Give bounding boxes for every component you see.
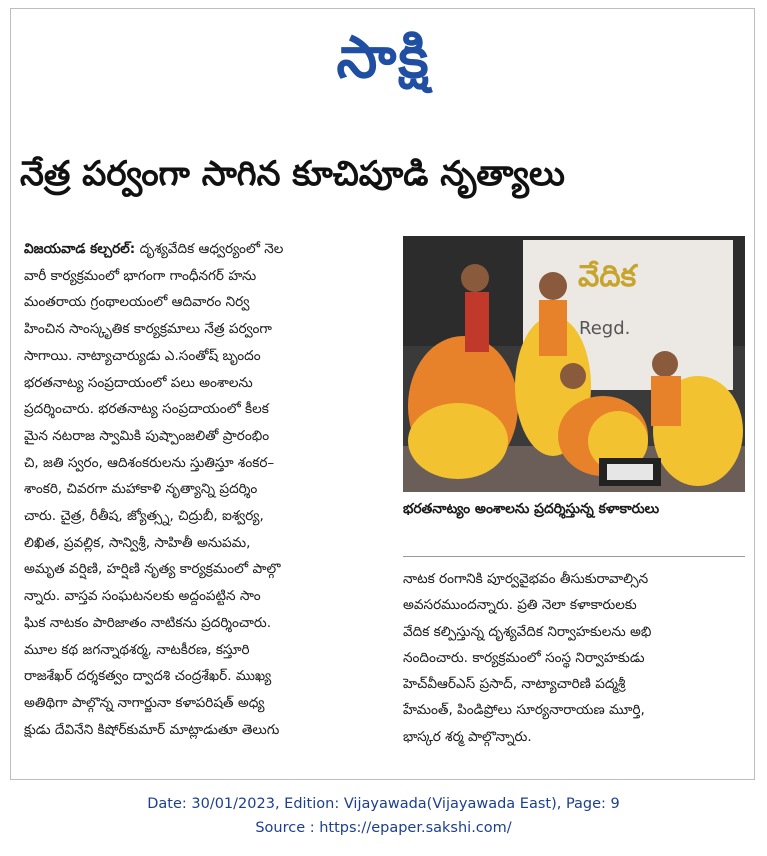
body-line: హించిన సాంస్కృతిక కార్యక్రమాలు నేత్ర పర్వంగా — [24, 321, 272, 338]
body-line: చారు. చైత్ర, రీతీష, జ్యోత్స్న, చిద్రుబీ, ఐశ్వర్య, — [24, 508, 264, 525]
body-line: హెచ్‌వీఆర్‌ఎస్‌ ప్రసాద్‌, నాట్యాచారిణి పద్మశ్రీ — [403, 676, 626, 693]
caption-line: కళాకారులు — [598, 501, 660, 517]
body-line: హేమంత్‌, పిండిప్రోలు సూర్యనారాయణ మూర్తి, — [403, 702, 645, 719]
body-line: మంతరాయ గ్రంథాలయంలో ఆదివారం నిర్వ — [24, 294, 250, 311]
body-line: వేదిక కల్పిస్తున్న దృశ్యవేదిక నిర్వాహకులను అభి — [403, 623, 652, 640]
source-footer — [0, 792, 767, 840]
body-line: చి, జతి స్వరం, ఆదిశంకరులను స్తుతిస్తూ శంకర– — [24, 454, 275, 471]
body-line: సాగాయి. నాట్యాచార్యుడు ఎ.సంతోష్‌ బృందం — [24, 347, 261, 364]
body-line: ప్రదర్శించారు. భరతనాట్య సంప్రదాయంలో కీలక — [24, 401, 269, 418]
body-line: మైన నటరాజ స్వామికి పుష్పాంజలితో ప్రారంభిం — [24, 427, 270, 444]
body-line: శాంకరి, చివరగా మహాకాళి నృత్యాన్ని ప్రదర్శిం — [24, 481, 258, 498]
banner-text: వేదిక — [578, 259, 637, 294]
caption-divider — [403, 556, 745, 557]
body-line: క్షుడు దేవినేని కిషోర్‌కుమార్‌ మాట్లాడుతూ తెలుగు — [24, 721, 280, 738]
body-line: విజయవాడ కల్చరల్‌: దృశ్యవేదిక ఆధ్వర్యంలో నెల — [24, 241, 284, 257]
edition-info: Date: 30/01/2023, Edition: Vijayawada(Vijayawada East), Page: 9 — [147, 796, 620, 812]
body-line: మూల కథ జగన్నాథశర్మ, నాటకీరణ, కస్తూరి — [24, 641, 250, 658]
body-line: అవసరముందన్నారు. ప్రతి నెలా కళాకారులకు — [403, 597, 637, 614]
article-body-right-column — [403, 566, 745, 750]
dancers-photo — [403, 236, 745, 492]
article-headline: నేత్ర పర్వంగా సాగిన కూచిపూడి నృత్యాలు — [20, 154, 565, 194]
body-line: న్నారు. వాస్తవ సంఘటనలకు అద్దంపట్టిన సాం — [24, 588, 261, 605]
body-line: నాటక రంగానికి పూర్వవైభవం తీసుకురావాల్సిన — [403, 571, 649, 587]
caption-line: భరతనాట్యం అంశాలను ప్రదర్శిస్తున్న — [403, 501, 594, 517]
article-body-left-column — [24, 236, 380, 743]
body-line: భరతనాట్య సంప్రదాయంలో పలు అంశాలను — [24, 374, 253, 391]
body-line: అమృత వర్షిణి, హర్షిణి నృత్య కార్యక్రమంలో పాల్గొ — [24, 561, 281, 578]
body-line: రాజశేఖర్‌ దర్శకత్వం ద్వాదశి చంద్రశేఖర్‌. ముఖ్య — [24, 668, 272, 685]
photo-caption — [403, 496, 745, 522]
body-line: భాస్కర శర్మ పాల్గొన్నారు. — [403, 728, 532, 745]
body-line: ఘిక నాటకం పారిజాతం నాటికను ప్రదర్శించారు. — [24, 614, 272, 631]
dateline: విజయవాడ కల్చరల్‌: — [24, 241, 136, 257]
source-link[interactable]: Source : https://epaper.sakshi.com/ — [255, 820, 512, 836]
body-line: లిఖిత, ప్రవల్లిక, సాన్విశ్రీ, సాహితీ అనుపమ, — [24, 534, 251, 551]
body-line: నందించారు. కార్యక్రమంలో సంస్థ నిర్వాహకుడు — [403, 649, 645, 666]
newspaper-logo: సాక్షి — [336, 23, 431, 91]
dancers-illustration — [403, 236, 745, 492]
body-line: వారీ కార్యక్రమంలో భాగంగా గాంధీనగర్‌ హను — [24, 267, 257, 284]
body-line: అతిథిగా పాల్గొన్న నాగార్జునా కళాపరిషత్‌ అధ్య — [24, 694, 265, 711]
banner-sub: Regd. — [579, 318, 631, 339]
